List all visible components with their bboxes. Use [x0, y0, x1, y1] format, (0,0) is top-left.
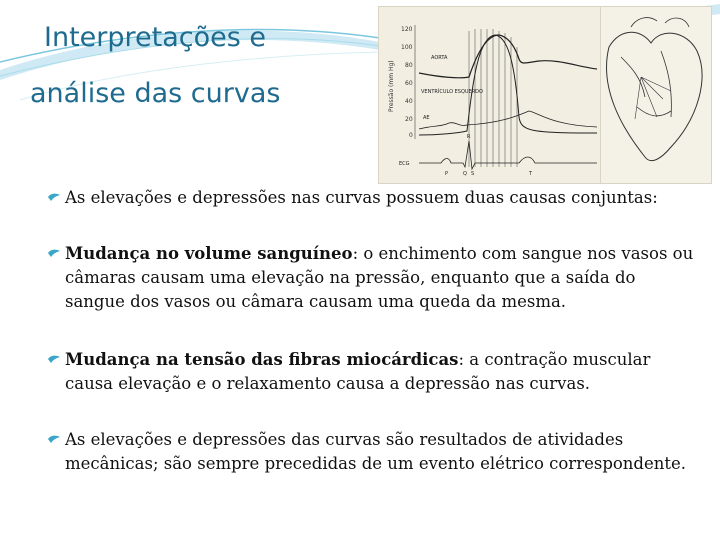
y-axis-label: Pressão (mm Hg)	[388, 60, 395, 112]
aorta-label: AORTA	[431, 55, 448, 61]
title-line-2: análise das curvas	[30, 78, 281, 109]
heart-illustration	[600, 6, 712, 184]
y-axis-ticks	[401, 26, 413, 139]
ventricular-pressure-curve	[419, 35, 597, 135]
y-tick: 40	[405, 98, 413, 105]
ventricle-label: VENTRÍCULO ESQUERDO	[421, 89, 483, 95]
ecg-p-label: P	[445, 171, 449, 177]
bullet-heading: Mudança na tensão das fibras miocárdicas	[65, 350, 459, 369]
y-tick: 20	[405, 116, 413, 123]
y-tick: 80	[405, 62, 413, 69]
cycle-grid-lines	[469, 29, 517, 167]
ecg-label: ECG	[399, 161, 410, 167]
bullet-item	[47, 242, 697, 314]
y-tick: 60	[405, 80, 413, 87]
bullet-item	[47, 186, 697, 210]
bullet-item	[47, 348, 697, 396]
bullet-text: As elevações e depressões das curvas são resultados de atividades mecânicas; são sempre precedidas de um evento elétrico correspondente.	[65, 430, 687, 473]
bullet-marker-icon	[47, 354, 61, 364]
ecg-r-label: R	[467, 134, 471, 140]
bullet-text: : o enchimento com sangue nos vasos ou câmaras causam uma elevação na pressão, enquanto que a saída do sangue dos vasos ou câmara causam uma queda da mesma.	[65, 244, 694, 311]
ecg-t-label: T	[529, 171, 533, 177]
bullet-heading: Mudança no volume sanguíneo	[65, 244, 353, 263]
bullet-text: As elevações e depressões nas curvas possuem duas causas conjuntas:	[65, 188, 658, 207]
atrium-label: AE	[423, 115, 430, 121]
cardiac-cycle-figure	[378, 6, 602, 184]
y-tick: 100	[401, 44, 413, 51]
title-line-1: Interpretações e	[44, 22, 266, 53]
y-tick: 0	[409, 132, 413, 139]
bullet-marker-icon	[47, 434, 61, 444]
bullet-item	[47, 428, 697, 476]
ecg-trace	[419, 141, 597, 169]
ecg-s-label: S	[471, 171, 475, 177]
bullet-text: : a contração muscular causa elevação e o relaxamento causa a depressão nas curvas.	[65, 350, 651, 393]
bullet-marker-icon	[47, 192, 61, 202]
slide-title	[30, 10, 370, 122]
y-tick: 120	[401, 26, 413, 33]
ecg-q-label: Q	[463, 171, 467, 177]
bullet-marker-icon	[47, 248, 61, 258]
atrial-pressure-curve	[419, 111, 597, 129]
